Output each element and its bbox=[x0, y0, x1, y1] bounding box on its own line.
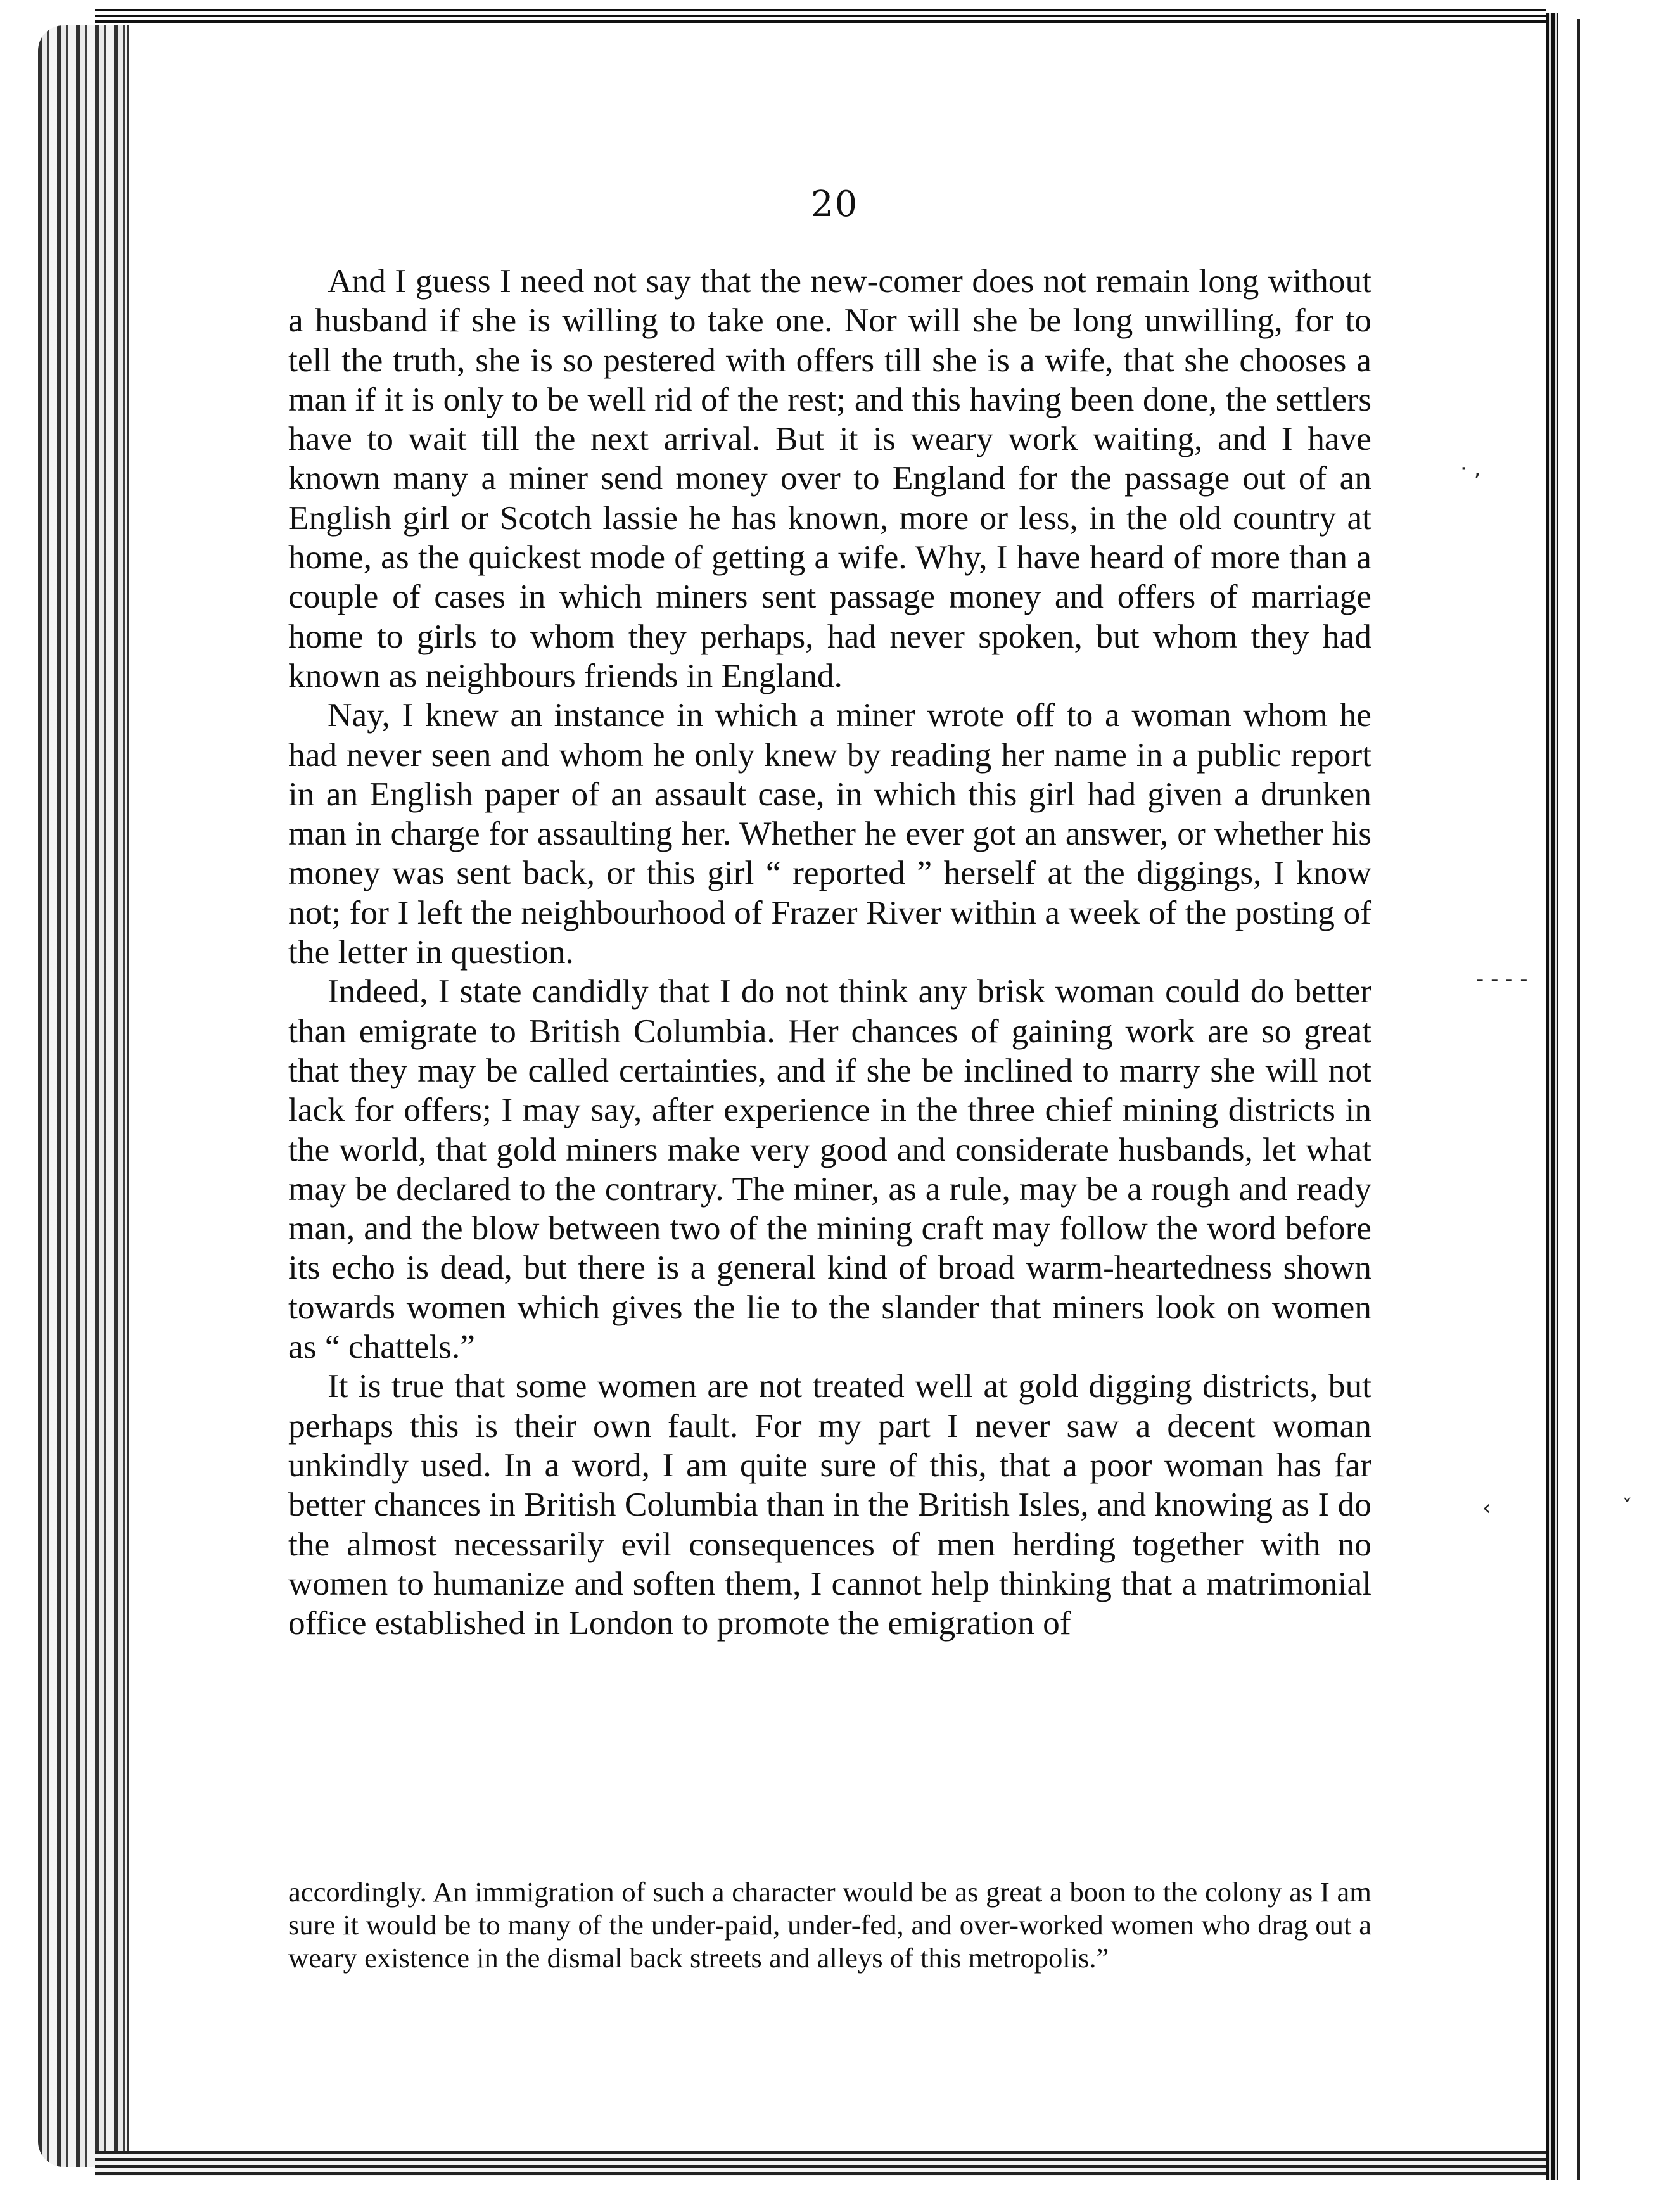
margin-speck: ˇ bbox=[1622, 1495, 1632, 1521]
page-number: 20 bbox=[811, 184, 859, 225]
footnote: accordingly. An immigration of such a character would be as great a boon to the colony as I am sure it would be to many of the under-paid, under-fed, and over-worked women who drag out a weary existence in the dismal back streets and alleys of this metropolis.” bbox=[288, 1876, 1371, 1974]
paragraph: And I guess I need not say that the new-comer does not remain long without a husband if she is willing to take one. Nor will she be long unwilling, for to tell the truth, she is so pestered with offers till she is a wife, that she chooses a man if it is only to be well rid of the rest; and this having been done, the settlers have to wait till the next arrival. But it is weary work waiting, and I have known many a miner send money over to England for the passage out of an English girl or Scotch lassie he has known, more or less, in the old country at home, as the quickest mode of getting a wife. Why, I have heard of more than a couple of cases in which miners sent passage money and offers of marriage home to girls to whom they perhaps, had never spoken, but whom they had known as neighbours friends in England. bbox=[288, 262, 1371, 694]
body-text bbox=[288, 261, 1371, 1642]
margin-speck: ‹ bbox=[1482, 1495, 1491, 1521]
paragraph: Nay, I knew an instance in which a miner wrote off to a woman whom he had never seen and whom he only knew by reading her name in a public report in an English paper of an assault case, in which this girl had given a drunken man in charge for assaulting her. Whether he ever got an answer, or whether his money was sent back, or this girl “ reported ” herself at the diggings, I know not; for I left the neighbourhood of Frazer River within a week of the posting of the letter in question. bbox=[288, 696, 1371, 971]
facing-page bbox=[1577, 19, 1680, 2180]
page-edge-top bbox=[95, 9, 1546, 25]
paragraph: It is true that some women are not treated well at gold digging districts, but perhaps this is their own fault. For my part I never saw a decent woman unkindly used. In a word, I am quite sure of this, that a poor woman has far better chances in British Columbia than in the British Isles, and knowing as I do the almost necessarily evil consequences of men herding together with no women to humanize and soften them, I cannot help thinking that a matrimonial office established in London to promote the emigration of bbox=[288, 1367, 1371, 1642]
book-binding bbox=[38, 25, 133, 2167]
page-edge-right bbox=[1546, 13, 1558, 2180]
paragraph: Indeed, I state candidly that I do not think any brisk woman could do better than emigrate to British Columbia. Her chances of gaining work are so great that they may be called certainties, and if she be inclined to marry she will not lack for offers; I may say, after experience in the three chief mining districts in the world, that gold miners make very good and considerate husbands, let what may be declared to the contrary. The miner, as a rule, may be a rough and ready man, and the blow between two of the mining craft may follow the word before its echo is dead, but there is a general kind of broad warm-heartedness shown towards women which gives the lie to the slander that miners look on women as “ chattels.” bbox=[288, 972, 1371, 1366]
page-edge-bottom bbox=[95, 2151, 1546, 2176]
margin-speck: · , bbox=[1460, 456, 1481, 482]
margin-speck: ‐ ‐ ‐ ‐ bbox=[1476, 966, 1528, 992]
